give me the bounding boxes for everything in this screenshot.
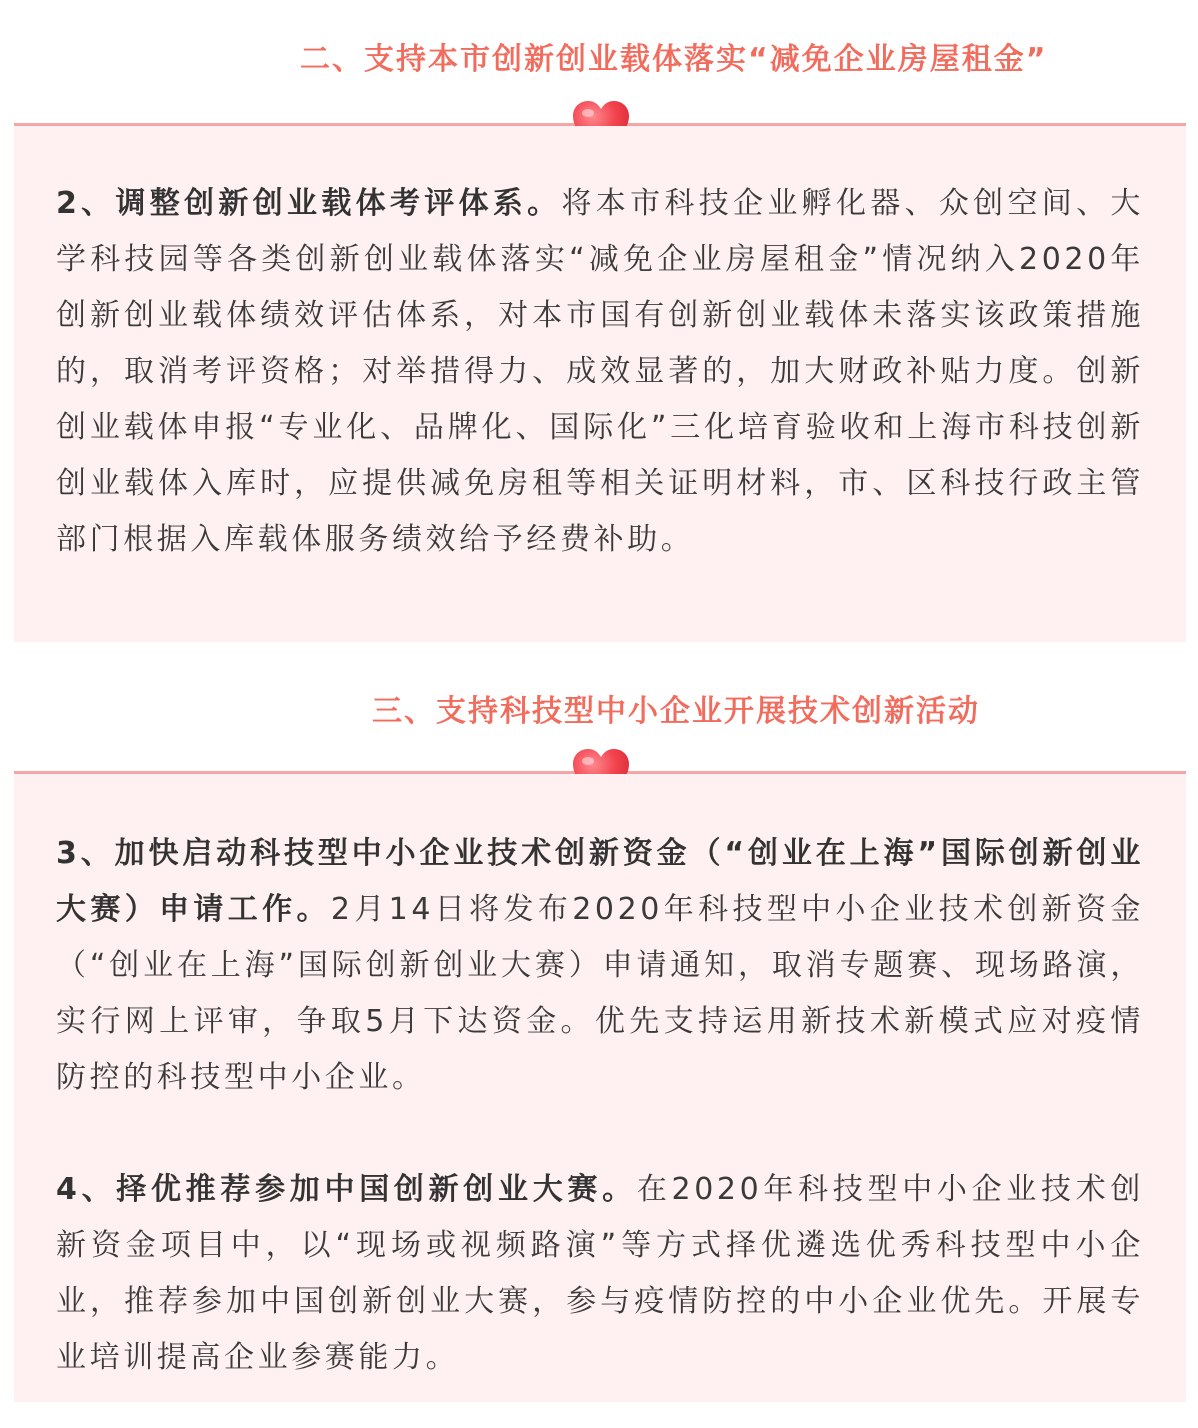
item-body: 将本市科技企业孵化器、众创空间、大学科技园等各类创新创业载体落实“减免企业房屋租金”情况纳入2020年创新创业载体绩效评估体系，对本市国有创新创业载体未落实该政策措施的，取消考评资格；对举措得力、成效显著的，加大财政补贴力度。创新创业载体申报“专业化、品牌化、国际化”三化培育验收和上海市科技创新创业载体入库时，应提供减免房租等相关证明材料，市、区科技行政主管部门根据入库载体服务绩效给予经费补助。	[56, 186, 1144, 557]
paragraph-item-3	[56, 826, 1144, 1106]
item-body: 在2020年科技型中小企业技术创新资金项目中，以“现场或视频路演”等方式择优遴选优秀科技型中小企业，推荐参加中国创新创业大赛，参与疫情防控的中小企业优先。开展专业培训提高企业参赛能力。	[56, 1172, 1145, 1375]
item-lead: 4、择优推荐参加中国创新创业大赛。	[56, 1172, 637, 1207]
content-card-2	[14, 774, 1186, 1402]
section-title-3: 三、支持科技型中小企业开展技术创新活动	[372, 694, 980, 729]
item-lead: 2、调整创新创业载体考评体系。	[56, 186, 562, 221]
item-body: 2月14日将发布2020年科技型中小企业技术创新资金（“创业在上海”国际创新创业大赛）申请通知，取消专题赛、现场路演，实行网上评审，争取5月下达资金。优先支持运用新技术新模式应对疫情防控的科技型中小企业。	[56, 892, 1144, 1095]
content-card-1	[14, 126, 1186, 642]
item-lead: 3、加快启动科技型中小企业技术创新资金（“创业在上海”国际创新创业大赛）申请工作。	[56, 836, 1144, 927]
paragraph-item-2	[56, 176, 1144, 568]
paragraph-item-4	[56, 1162, 1144, 1386]
section-title-2: 二、支持本市创新创业载体落实“减免企业房屋租金”	[300, 42, 1048, 77]
